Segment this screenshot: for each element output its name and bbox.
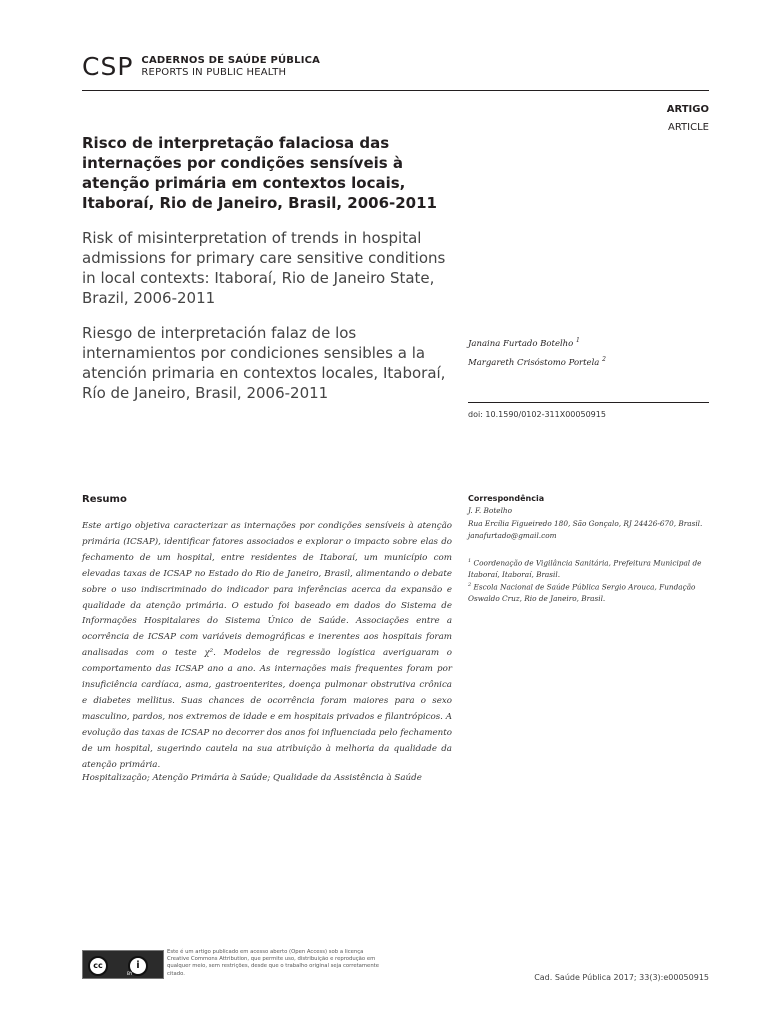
affiliation-mark: 1 bbox=[468, 558, 472, 564]
affiliation-text: Coordenação de Vigilância Sanitária, Prefeitura Municipal de Itaboraí, Itaboraí, Brasil. bbox=[468, 558, 702, 579]
correspondence-details bbox=[468, 505, 709, 543]
affiliation-mark: 2 bbox=[468, 582, 472, 589]
author-list bbox=[468, 333, 606, 371]
author-name: Janaina Furtado Botelho bbox=[468, 338, 574, 349]
by-label: BY bbox=[127, 972, 133, 977]
title-spanish: Riesgo de interpretación falaz de los internamientos por condiciones sensibles a la atención primaria en contextos locales, Itaboraí, Río de Janeiro, Brasil, 2006-2011 bbox=[82, 324, 446, 402]
doi-link[interactable]: doi: 10.1590/0102-311X00050915 bbox=[468, 410, 606, 419]
title-portuguese: Risco de interpretação falaciosa das internações por condições sensíveis à atenção primária em contextos locais, Itaboraí, Rio de Janeiro, Brasil, 2006-2011 bbox=[82, 134, 437, 212]
author-name: Margareth Crisóstomo Portela bbox=[468, 357, 600, 368]
journal-logo bbox=[82, 54, 320, 79]
affiliations bbox=[468, 556, 709, 604]
article-type bbox=[667, 101, 709, 137]
attribution-icon: i bbox=[128, 956, 148, 976]
cc-icon: cc bbox=[88, 956, 108, 976]
article-type-pt: ARTIGO bbox=[666, 104, 709, 115]
correspondence-email[interactable]: janafurtado@gmail.com bbox=[468, 531, 557, 541]
footer-citation: Cad. Saúde Pública 2017; 33(3):e00050915 bbox=[534, 973, 709, 982]
abstract-heading: Resumo bbox=[82, 494, 127, 505]
journal-name-pt: CADERNOS DE SAÚDE PÚBLICA bbox=[141, 54, 321, 66]
header-divider bbox=[82, 90, 709, 91]
license-text: Este é um artigo publicado em acesso aberto (Open Access) sob a licença Creative Commons Attribution, que permite uso, distribuição e reprodução em qualquer meio, sem restrições, desde que o trabalho original seja corretamente citado. bbox=[167, 949, 380, 977]
correspondence-address: Rua Ercília Figueiredo 180, São Gonçalo, RJ 24426-670, Brasil. bbox=[468, 518, 703, 528]
keywords: Hospitalização; Atenção Primária à Saúde; Qualidade da Assistência à Saúde bbox=[82, 773, 422, 783]
affiliation-text: Escola Nacional de Saúde Pública Sergio Arouca, Fundação Oswaldo Cruz, Rio de Janeiro, Brasil. bbox=[468, 582, 696, 603]
affiliation bbox=[468, 556, 709, 580]
abstract-body: Este artigo objetiva caracterizar as internações por condições sensíveis à atenção primária (ICSAP), identificar fatores associados e explorar o impacto sobre elas do fechamento de um hospital, entre residentes de Itaboraí, um município com elevadas taxas de ICSAP no Estado do Rio de Janeiro, Brasil, alimentando o debate sobre o uso indiscriminado do indicador para inferências acerca da expansão e qualidade da atenção primária. O estudo foi baseado em dados do Sistema de Informações Hospitalares do Sistema Único de Saúde. Associações entre a ocorrência de ICSAP com variáveis demográficas e inerentes aos hospitais foram analisadas com o teste χ². Modelos de regressão logística averiguaram o comportamento das ICSAP ano a ano. As internações mais frequentes foram por insuficiência cardíaca, asma, gastroenterites, doença pulmonar obstrutiva crônica e diabetes mellitus. Suas chances de ocorrência foram maiores para o sexo masculino, pardos, nos extremos de idade e em hospitais privados e filantrópicos. A evolução das taxas de ICSAP no decorrer dos anos foi influenciada pelo fechamento de um hospital, sugerindo cautela na sua atribuição à melhoria da qualidade da atenção primária. bbox=[82, 521, 452, 770]
author-affiliation-mark: 1 bbox=[575, 337, 580, 344]
author bbox=[468, 333, 606, 352]
creative-commons-badge[interactable] bbox=[82, 950, 164, 979]
affiliation bbox=[468, 580, 709, 604]
correspondence-heading: Correspondência bbox=[468, 494, 545, 503]
journal-name bbox=[141, 55, 320, 79]
logo-mark: CSP bbox=[82, 52, 134, 81]
correspondence-name: J. F. Botelho bbox=[468, 506, 512, 515]
author-affiliation-mark: 2 bbox=[602, 355, 606, 363]
doi-divider bbox=[468, 402, 709, 403]
author bbox=[468, 352, 606, 371]
journal-name-en: REPORTS IN PUBLIC HEALTH bbox=[141, 66, 287, 78]
title-english: Risk of misinterpretation of trends in hospital admissions for primary care sensitive conditions in local contexts: Itaboraí, Rio de Janeiro State, Brazil, 2006-2011 bbox=[82, 229, 446, 307]
article-type-en: ARTICLE bbox=[668, 122, 709, 133]
